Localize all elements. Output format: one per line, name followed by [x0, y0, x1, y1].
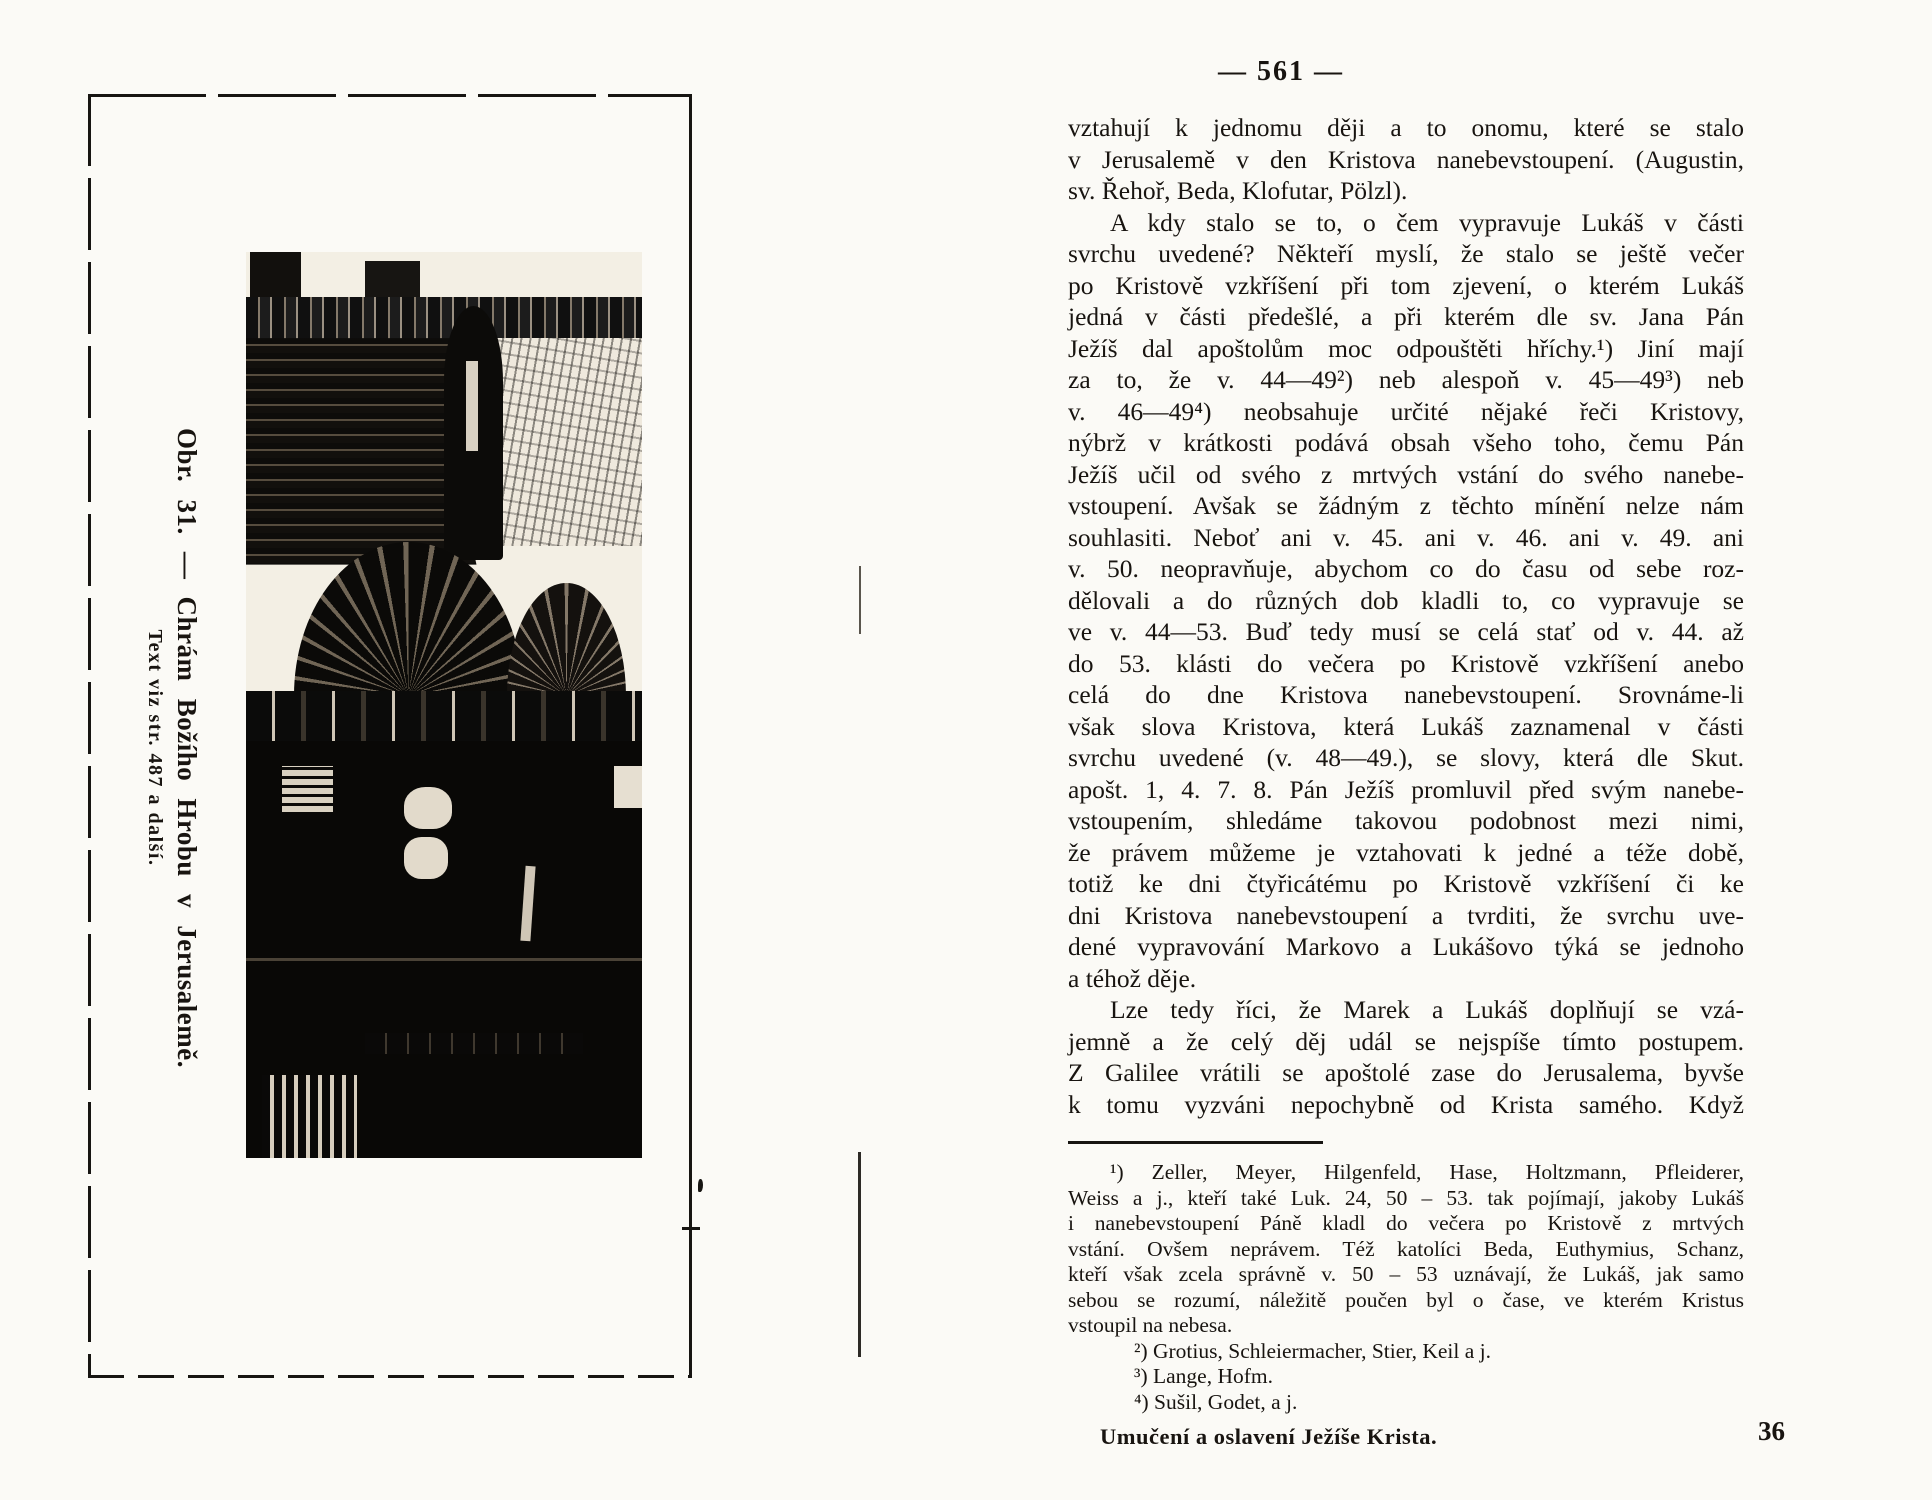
body-text-line: apošt. 1, 4. 7. 8. Pán Ježíš promluvil před svým nanebe-: [1068, 774, 1744, 804]
running-footer-title: Umučení a oslavení Ježíše Krista.: [1100, 1424, 1438, 1449]
page-number-header: — 561 —: [1218, 56, 1344, 87]
engraving-shape: [484, 338, 642, 546]
engraving-shape: [404, 787, 452, 829]
body-text-line: a téhož děje.: [1068, 963, 1197, 993]
body-text-line: dělovali a do různých dob kladli to, co vypravuje se: [1068, 585, 1744, 615]
body-text-line: v. 50. neopravňuje, abychom co do času od sebe roz-: [1068, 554, 1744, 583]
body-text-line: však slova Kristova, která Lukáš zaznamenal v části: [1068, 711, 1744, 741]
body-text-line: celá do dne Kristova nanebevstoupení. Srovnáme-li: [1068, 680, 1744, 709]
footnote-line: vstoupil na nebesa.: [1068, 1313, 1233, 1337]
figure-frame-bottom-border: [88, 1375, 692, 1378]
body-text-line: souhlasiti. Neboť ani v. 45. ani v. 46. ani v. 49. ani: [1068, 522, 1744, 552]
figure-engraving: [246, 252, 642, 1158]
footnote-separator-rule: [1068, 1141, 1323, 1144]
engraving-shape: [282, 766, 333, 812]
body-text-line: totiž ke dni čtyřicátému po Kristově vzkříšení či ke: [1068, 869, 1744, 898]
engraving-shape: [246, 958, 642, 961]
body-text-line: v Jerusalemě v den Kristova nanebevstoupení. (Augustin,: [1068, 144, 1744, 174]
stray-ink-mark: [698, 1179, 703, 1192]
body-text-line: vstoupení. Avšak se žádným z těchto mínění nelze nám: [1068, 491, 1744, 520]
engraving-shape: [365, 1033, 583, 1054]
engraving-shape: [466, 361, 478, 452]
body-text-line: jedná v části předešlé, a při kterém dle sv. Jana Pán: [1068, 302, 1744, 331]
body-text-line: svrchu uvedené (v. 48—49.), se slovy, která dle Skut.: [1068, 743, 1744, 772]
body-text-line: sv. Řehoř, Beda, Klofutar, Pölzl).: [1068, 176, 1408, 205]
engraving-large-dome: [294, 542, 524, 696]
body-text: [1068, 112, 1744, 1120]
footnote-line: vstání. Ovšem neprávem. Též katolíci Beda, Euthymius, Schanz,: [1068, 1236, 1744, 1261]
body-text-line: ve v. 44—53. Buď tedy musí se celá stať od v. 44. až: [1068, 617, 1744, 646]
footnotes: [1068, 1160, 1744, 1415]
engraving-shape: [246, 691, 642, 745]
body-text-line: vstoupením, shledáme takovou podobnost mezi nimi,: [1068, 806, 1744, 835]
body-text-line: vztahují k jednomu ději a to onomu, které se stalo: [1068, 113, 1744, 142]
body-text-line: Lze tedy říci, že Marek a Lukáš doplňují se vzá-: [1110, 995, 1744, 1024]
footnote-line: Weiss a j., kteří také Luk. 24, 50 – 53. tak pojímají, jakoby Lukáš: [1068, 1185, 1744, 1210]
body-text-line: že právem můžeme je vztahovati k jedné a téže době,: [1068, 837, 1744, 867]
body-text-line: dené vypravování Markovo a Lukášovo týká se jednoho: [1068, 932, 1744, 961]
body-text-line: A kdy stalo se to, o čem vypravuje Lukáš v části: [1110, 207, 1744, 237]
engraving-shape: [404, 837, 448, 879]
figure-caption-reference: Text viz str. 487 a další.: [144, 629, 166, 867]
footnote-line: ³) Lange, Hofm.: [1134, 1364, 1273, 1388]
body-text-line: dni Kristova nanebevstoupení a tvrditi, že svrchu uve-: [1068, 900, 1744, 930]
footnote-line: sebou se rozumí, náležitě poučen byl o čase, ve kterém Kristus: [1068, 1287, 1744, 1312]
body-text-line: za to, že v. 44—49²) neb alespoň v. 45—49³) neb: [1068, 365, 1744, 394]
footnote-line: ¹) Zeller, Meyer, Hilgenfeld, Hase, Holtzmann, Pfleiderer,: [1110, 1160, 1744, 1184]
body-text-line: Ježíš dal apoštolům moc odpouštěti hříchy.¹) Jiní mají: [1068, 333, 1744, 363]
body-text-line: po Kristově vzkříšení při tom zjevení, o kterém Lukáš: [1068, 270, 1744, 300]
engraving-shape: [614, 766, 642, 808]
body-text-line: v. 46—49⁴) neobsahuje určité nějaké řeči Kristovy,: [1068, 396, 1744, 426]
body-text-line: nýbrž v krátkosti podává obsah všeho toho, čemu Pán: [1068, 428, 1744, 457]
footnote-line: kteří však zcela správně v. 50 – 53 uznávají, že Lukáš, jak samo: [1068, 1262, 1744, 1286]
figure-frame-top-border: [88, 94, 692, 97]
signature-number: 36: [1758, 1416, 1785, 1446]
body-text-line: jemně a že celý děj udál se nejspíše tímto postupem.: [1068, 1026, 1744, 1056]
body-text-line: svrchu uvedené? Někteří myslí, že stalo se ještě večer: [1068, 239, 1744, 268]
frame-tick-mark: [682, 1227, 700, 1230]
gutter-scan-artifact: [858, 1152, 861, 1357]
figure-caption: [142, 428, 206, 1068]
gutter-scan-artifact: [859, 566, 861, 634]
figure-frame-left-border: [88, 94, 91, 1378]
footnote-line: i nanebevstoupení Páně kladl do večera po Kristově z mrtvých: [1068, 1211, 1744, 1235]
engraving-shape: [246, 297, 642, 342]
engraving-facade: [246, 741, 642, 1158]
body-text-line: do 53. klásti do večera po Kristově vzkříšení anebo: [1068, 648, 1744, 678]
body-text-line: Z Galilee vrátili se apoštolé zase do Jerusalema, byvše: [1068, 1058, 1744, 1087]
footnote-line: ⁴) Sušil, Godet, a j.: [1134, 1389, 1298, 1414]
body-text-line: Ježíš učil od svého z mrtvých vstání do svého nanebe-: [1068, 459, 1744, 489]
engraving-shape: [521, 866, 536, 942]
footnote-line: ²) Grotius, Schleiermacher, Stier, Keil a j.: [1134, 1338, 1491, 1363]
figure-frame-right-border: [689, 94, 692, 1378]
engraving-shape: [262, 1075, 357, 1158]
figure-caption-title: Obr. 31. — Chrám Božího Hrobu v Jerusalemě.: [172, 428, 202, 1068]
body-text-line: k tomu vyzváni nepochybně od Krista samého. Když: [1068, 1089, 1744, 1119]
engraving-small-dome: [507, 583, 626, 696]
